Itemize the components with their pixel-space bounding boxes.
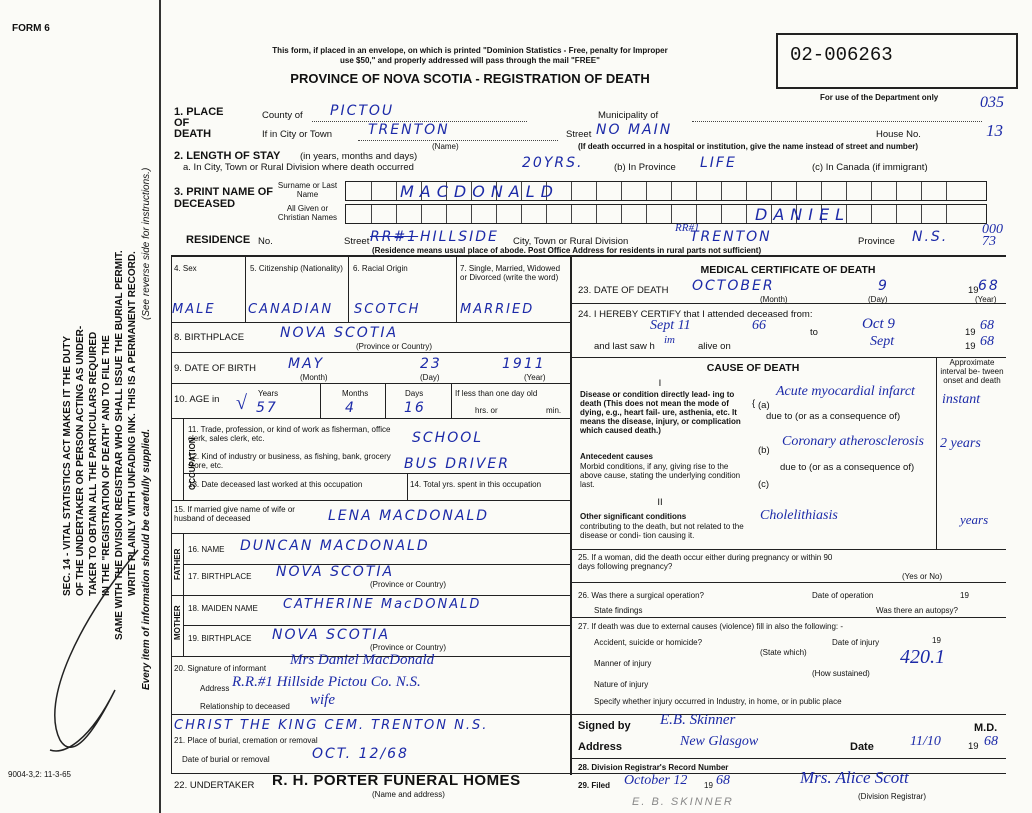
dob-label: 9. DATE OF BIRTH	[174, 363, 256, 374]
residence-city-note: RR#1	[675, 222, 700, 234]
cause-b-value: Coronary atherosclerosis	[782, 434, 924, 449]
city-value: TRENTON	[368, 122, 450, 138]
sign-address-label: Address	[578, 741, 623, 753]
filed-year-value: 68	[716, 773, 730, 788]
trade-label: 11. Trade, profession, or kind of work as fisherman, office clerk, sales clerk, etc.	[188, 425, 391, 443]
undertaker-stamp: R. H. PORTER FUNERAL HOMES	[272, 772, 521, 789]
residence-city-label: City, Town or Rural Division	[513, 236, 629, 247]
given-names-value: DANIEL	[755, 205, 850, 224]
print-name-label: 3. PRINT NAME OF DECEASED	[174, 186, 274, 210]
sidebar-instructions-note: (See reverse side for instructions.)	[141, 167, 152, 320]
death-year-caption: (Year)	[975, 295, 997, 304]
relationship-value: wife	[310, 692, 335, 708]
rule	[451, 383, 452, 418]
father-name-value: DUNCAN MACDONALD	[240, 538, 430, 554]
stay-city-value: 20YRS.	[522, 155, 584, 171]
q25-label: 25. If a woman, did the death occur either during pregnancy or within 90 days following pregnancy?	[578, 553, 833, 571]
rule	[320, 383, 321, 418]
cause-c-prefix: (c)	[758, 479, 770, 490]
sign-date-value: 11/10	[910, 734, 941, 749]
birthplace-value: NOVA SCOTIA	[280, 325, 399, 341]
residence-label: RESIDENCE	[186, 234, 251, 246]
cause-a-prefix: (a)	[758, 400, 770, 411]
sidebar-line-6: WRITE PLAINLY WITH UNFADING INK. THIS IS A PERMANENT RECORD.	[127, 251, 138, 596]
rule	[171, 500, 570, 501]
father-side-label: FATHER	[173, 548, 182, 580]
sex-value: MALE	[172, 302, 216, 317]
cause-a-value: Acute myocardial infarct	[776, 384, 915, 399]
citizenship-label: 5. Citizenship (Nationality)	[250, 264, 343, 273]
header-notice-1: This form, if placed in an envelope, on which is printed "Dominion Statistics - Free, penalty for Improper	[272, 46, 668, 55]
sidebar-line-1: SEC. 14 - VITAL STATISTICS ACT MAKES IT THE DUTY	[62, 335, 73, 596]
section-one-label: I	[658, 378, 662, 389]
institution-note: (If death occurred in a hospital or institution, give the name instead of street and number)	[578, 142, 919, 151]
rule	[183, 473, 570, 474]
sign-year-value: 68	[984, 734, 998, 749]
rule	[570, 758, 1006, 759]
antecedent-label: Antecedent causes	[580, 452, 653, 461]
specify-label: Specify whether injury occurred in Industry, in home, or in public place	[594, 697, 842, 706]
direct-cause-label: Disease or condition directly lead- ing to death (This does not mean the mode of dying, e.g., heart fail- ure, asthenia, etc. It means the disease, injury, or complication which caused death.)	[580, 390, 741, 435]
rule	[171, 418, 570, 419]
cause-b-interval: 2 years	[940, 436, 981, 451]
mother-birthplace-value: NOVA SCOTIA	[272, 627, 391, 643]
age-check-mark: √	[236, 392, 247, 414]
house-no-label: House No.	[876, 129, 921, 140]
md-label: M.D.	[974, 722, 998, 734]
rule	[456, 255, 457, 322]
racial-origin-label: 6. Racial Origin	[353, 264, 408, 273]
alive-year-value: 68	[980, 334, 994, 349]
mother-maiden-value: CATHERINE MacDONALD	[283, 597, 482, 612]
hours-label: hrs. or	[475, 406, 498, 415]
father-birthplace-value: NOVA SCOTIA	[276, 564, 395, 580]
page-title: PROVINCE OF NOVA SCOTIA - REGISTRATION OF DEATH	[290, 71, 650, 86]
rule	[245, 255, 246, 322]
date-of-death-label: 23. DATE OF DEATH	[578, 285, 669, 296]
death-day-value: 9	[878, 278, 889, 294]
mother-side-label: MOTHER	[173, 605, 182, 640]
section-two-label: II	[657, 497, 663, 508]
injury-year-prefix: 19	[932, 636, 941, 645]
other-conditions-label: Other significant conditions	[580, 512, 687, 521]
cause-b-prefix: (b)	[758, 445, 770, 456]
sign-date-label: Date	[850, 741, 874, 753]
header-notice-2: use $50," and properly addressed will pass through the mail "FREE"	[340, 56, 600, 65]
municipality-line	[692, 121, 982, 122]
residence-city-value: TRENTON	[690, 229, 772, 245]
burial-place-label: 21. Place of burial, cremation or removal	[174, 736, 318, 745]
informant-signature: Mrs Daniel MacDonald	[290, 652, 435, 668]
length-of-stay-label: 2. LENGTH OF STAY	[174, 150, 281, 162]
rule	[183, 625, 570, 626]
age-years-value: 57	[256, 400, 278, 416]
state-findings-label: State findings	[594, 606, 643, 615]
surname-value: MACDONALD	[400, 182, 559, 201]
approx-interval-label: Approximate interval be- tween onset and death	[940, 358, 1004, 385]
age-months-value: 4	[345, 400, 356, 416]
medical-certificate-title: MEDICAL CERTIFICATE OF DEATH	[700, 264, 876, 276]
dob-year-caption: (Year)	[524, 373, 546, 382]
manner-label: Manner of injury	[594, 659, 652, 668]
filed-value: October 12	[624, 773, 688, 788]
residence-no-label: No.	[258, 236, 273, 247]
rule	[171, 352, 570, 353]
age-days-label: Days	[405, 389, 424, 398]
cause-a-marker: {	[752, 398, 756, 409]
mother-birthplace-caption: (Province or Country)	[370, 643, 447, 652]
death-month-value: OCTOBER	[692, 278, 775, 294]
rule	[171, 595, 570, 596]
undertaker-label: 22. UNDERTAKER	[174, 780, 255, 791]
informant-address-value: R.R.#1 Hillside Pictou Co. N.S.	[232, 674, 421, 690]
form-id: FORM 6	[12, 23, 50, 34]
operation-year-prefix: 19	[960, 591, 969, 600]
sidebar-line-3: TAKER TO OBTAIN ALL THE PARTICULARS REQUIRED	[88, 331, 99, 596]
filed-year-prefix: 19	[704, 781, 713, 790]
relationship-label: Relationship to deceased	[200, 702, 290, 711]
stay-canada-label: (c) In Canada (if immigrant)	[812, 162, 928, 173]
date-last-worked-label: 13. Date deceased last worked at this occupation	[188, 480, 363, 489]
birthplace-caption: (Province or Country)	[356, 342, 433, 351]
father-birthplace-label: 17. BIRTHPLACE	[188, 572, 252, 581]
cause-of-death-title: CAUSE OF DEATH	[706, 362, 800, 374]
death-year-prefix: 19	[968, 285, 979, 296]
how-sustained-caption: (How sustained)	[812, 669, 870, 678]
left-margin-line	[159, 0, 161, 813]
industry-label: 12. Kind of industry or business, as fishing, bank, grocery store, etc.	[188, 452, 391, 470]
spouse-value: LENA MACDONALD	[328, 508, 490, 524]
sign-address-value: New Glasgow	[680, 734, 759, 749]
age-label: 10. AGE in	[174, 394, 220, 405]
alive-on-value: Sept	[870, 334, 895, 349]
attend-to-year: 68	[980, 318, 994, 333]
handwritten-scribble	[20, 540, 150, 770]
certify-label: 24. I HEREBY CERTIFY that I attended deceased from:	[578, 309, 813, 320]
signed-by-label: Signed by	[578, 720, 631, 732]
rule	[183, 418, 184, 500]
rule	[385, 383, 386, 418]
death-day-caption: (Day)	[868, 295, 888, 304]
state-which-caption: (State which)	[760, 648, 807, 657]
autopsy-label: Was there an autopsy?	[876, 606, 958, 615]
given-names-label: All Given or Christian Names	[277, 204, 338, 222]
other-conditions-note: contributing to the death, but not related to the disease or condi- tion causing it.	[580, 522, 744, 540]
sidebar-line-4: IN THE "REGISTRATION OF DEATH" AND TO FILE THE	[101, 335, 112, 596]
manner-code: 420.1	[900, 646, 945, 668]
residence-street-label: Street	[344, 236, 370, 247]
occupation-side-label: OCCUPATION	[188, 437, 197, 490]
street-value: NO MAIN	[596, 122, 673, 138]
to-label: to	[810, 327, 818, 338]
rule	[171, 383, 570, 384]
city-label: If in City or Town	[262, 129, 333, 140]
surname-label: Surname or Last Name	[277, 181, 338, 199]
dept-code: 035	[980, 94, 1004, 111]
sidebar-every-item-note: Every item of information should be carefully supplied.	[141, 428, 152, 690]
total-years-label: 14. Total yrs. spent in this occupation	[410, 480, 542, 489]
stay-city-label: a. In City, Town or Rural Division where death occurred	[183, 162, 414, 173]
dob-month-caption: (Month)	[300, 373, 328, 382]
racial-origin-value: SCOTCH	[354, 302, 421, 317]
last-saw-value: im	[664, 334, 675, 346]
father-name-label: 16. NAME	[188, 545, 225, 554]
other-conditions-interval: years	[960, 512, 989, 527]
signed-by-value: E.B. Skinner	[660, 712, 736, 728]
registrar-caption: (Division Registrar)	[858, 792, 927, 801]
name-caption: (Name)	[432, 142, 459, 151]
age-years-label: Years	[258, 389, 279, 398]
spouse-label: 15. If married give name of wife or husband of deceased	[174, 505, 295, 523]
sign-year-prefix: 19	[968, 741, 979, 752]
rule	[936, 357, 937, 549]
father-birthplace-caption: (Province or Country)	[370, 580, 447, 589]
rule	[171, 322, 570, 323]
registration-number: 02-006263	[790, 44, 893, 66]
left-section-edge	[171, 255, 172, 773]
city-line	[358, 140, 558, 141]
date-of-injury-label: Date of injury	[832, 638, 880, 647]
given-names-box	[345, 204, 987, 224]
county-label: County of	[262, 110, 303, 121]
rule	[570, 303, 1006, 304]
attend-from-value: Sept 11	[650, 318, 691, 333]
rule	[171, 533, 570, 534]
informant-label: 20. Signature of informant	[174, 664, 267, 673]
dob-year-value: 1911	[502, 356, 546, 372]
stay-units: (in years, months and days)	[300, 151, 418, 162]
residence-street-struck: RR#1	[370, 229, 419, 245]
rule	[171, 714, 570, 715]
cause-a-interval: instant	[942, 392, 981, 407]
residence-street-value: HILLSIDE	[420, 229, 499, 245]
place-of-death-label: 1. PLACE OF DEATH	[174, 106, 224, 140]
death-year-value: 68	[978, 278, 1000, 294]
house-no-value: 13	[986, 121, 1003, 140]
other-conditions-value: Cholelithiasis	[760, 508, 838, 523]
mother-birthplace-label: 19. BIRTHPLACE	[188, 634, 252, 643]
industry-value: BUS DRIVER	[404, 456, 510, 472]
sidebar-line-2: OF THE UNDERTAKER OR PERSON ACTING AS UNDER-	[75, 325, 86, 596]
sex-label: 4. Sex	[174, 264, 197, 273]
q29-label: 29. Filed	[578, 781, 611, 790]
dept-use-label: For use of the Department only	[820, 93, 939, 102]
nature-label: Nature of injury	[594, 680, 649, 689]
dob-month-value: MAY	[288, 356, 325, 372]
date-of-operation-label: Date of operation	[812, 591, 874, 600]
rule	[570, 617, 1006, 618]
undertaker-caption: (Name and address)	[372, 790, 445, 799]
form-code: 9004-3,2: 11-3-65	[8, 770, 72, 779]
trade-value: SCHOOL	[412, 430, 484, 446]
death-month-caption: (Month)	[760, 295, 788, 304]
rule	[570, 714, 1006, 715]
municipality-label: Municipality of	[598, 110, 659, 121]
attend-to-prefix: 19	[965, 327, 976, 338]
informant-address-label: Address	[200, 684, 230, 693]
minutes-label: min.	[546, 406, 562, 415]
residence-note: (Residence means usual place of abode. Post Office Address for residents in rural parts not sufficient)	[372, 246, 762, 255]
marital-status-value: MARRIED	[460, 302, 535, 317]
alive-year-prefix: 19	[965, 341, 976, 352]
age-days-value: 16	[404, 400, 426, 416]
attend-from-year: 66	[752, 318, 766, 333]
county-value: PICTOU	[330, 103, 395, 119]
last-saw-label: and last saw h	[594, 341, 655, 352]
q28-label: 28. Division Registrar's Record Number	[578, 763, 729, 772]
rule	[570, 582, 1006, 583]
stay-province-label: (b) In Province	[614, 162, 676, 173]
due-to-label-b: due to (or as a consequence of)	[780, 462, 915, 473]
mother-maiden-label: 18. MAIDEN NAME	[188, 604, 258, 613]
dob-day-value: 23	[420, 356, 442, 372]
rule	[407, 473, 408, 500]
birthplace-label: 8. BIRTHPLACE	[174, 332, 245, 343]
province-value: N.S.	[912, 229, 949, 245]
dob-day-caption: (Day)	[420, 373, 440, 382]
q27-label: 27. If death was due to external causes (violence) fill in also the following: -	[578, 622, 844, 631]
street-label: Street	[566, 129, 592, 140]
top-rule	[171, 255, 1006, 257]
rule	[348, 255, 349, 322]
q26-label: 26. Was there a surgical operation?	[578, 591, 704, 600]
accident-label: Accident, suicide or homicide?	[594, 638, 703, 647]
burial-place-value: CHRIST THE KING CEM. TRENTON N.S.	[174, 718, 489, 733]
alive-on-label: alive on	[698, 341, 731, 352]
attend-to-value: Oct 9	[862, 316, 895, 332]
age-months-label: Months	[342, 389, 369, 398]
yes-no-caption: (Yes or No)	[902, 572, 943, 581]
burial-date-label: Date of burial or removal	[182, 755, 270, 764]
marital-status-label: 7. Single, Married, Widowed or Divorced (write the word)	[460, 264, 561, 282]
burial-date-value: OCT. 12/68	[312, 746, 409, 762]
citizenship-value: CANADIAN	[248, 302, 334, 317]
bottom-stamp: E. B. SKINNER	[632, 796, 734, 808]
stay-province-value: LIFE	[700, 155, 737, 171]
due-to-label-a: due to (or as a consequence of)	[766, 411, 901, 422]
registrar-signature: Mrs. Alice Scott	[800, 768, 909, 787]
rule	[570, 549, 1006, 550]
center-divider	[570, 255, 572, 775]
residence-code: 000 73	[982, 222, 1003, 249]
sidebar-line-5: SAME WITH THE DIVISION REGISTRAR WHO SHALL ISSUE THE BURIAL PERMIT.	[114, 250, 125, 640]
less-one-day-label: If less than one day old	[455, 389, 538, 398]
antecedent-note: Morbid conditions, if any, giving rise to the above cause, stating the underlying condition last.	[580, 462, 741, 489]
province-label: Province	[858, 236, 895, 247]
